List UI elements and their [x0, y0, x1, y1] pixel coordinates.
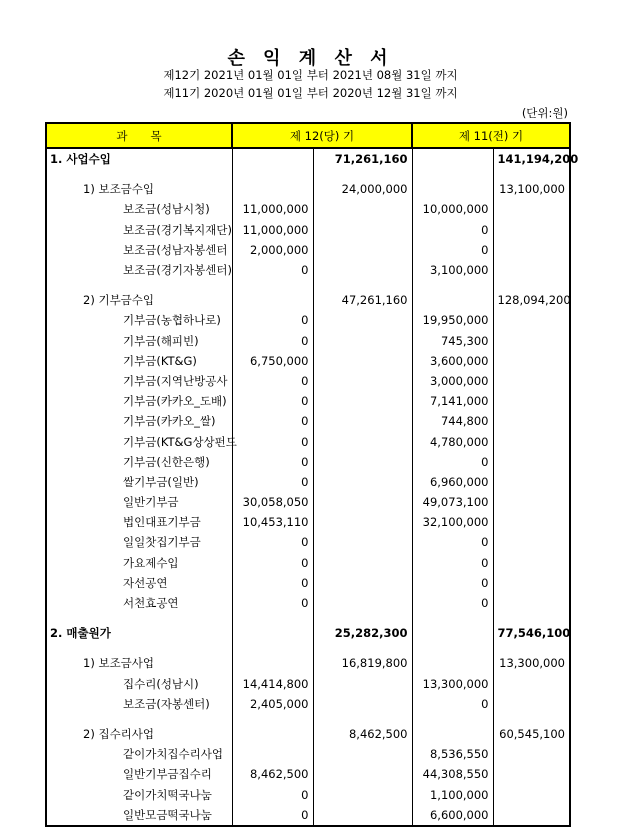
previous-detail-cell: 0 [412, 452, 493, 472]
table-body [46, 148, 579, 826]
spacer-row [46, 643, 570, 653]
spacer-cell [313, 714, 412, 724]
current-total-cell [313, 472, 412, 492]
previous-total-cell [493, 199, 570, 219]
document-title: 손 익 계 산 서 [227, 48, 394, 69]
spacer-row [46, 714, 570, 724]
previous-detail-cell [412, 290, 493, 310]
current-detail-cell: 30,058,050 [232, 492, 313, 512]
spacer-cell [232, 643, 313, 653]
table-row [46, 532, 570, 552]
unit-label: (단위:원) [521, 106, 568, 120]
current-detail-cell [232, 653, 313, 673]
current-detail-cell: 11,000,000 [232, 199, 313, 219]
previous-detail-cell: 0 [412, 532, 493, 552]
current-detail-cell: 0 [232, 391, 313, 411]
previous-total-cell [493, 411, 570, 431]
current-total-cell [313, 220, 412, 240]
current-detail-cell: 6,750,000 [232, 351, 313, 371]
table-row [46, 744, 570, 764]
previous-detail-cell: 13,300,000 [412, 674, 493, 694]
current-detail-cell: 10,453,110 [232, 512, 313, 532]
account-cell: 자선공연 [46, 573, 232, 593]
spacer-cell [313, 280, 412, 290]
current-total-cell [313, 784, 412, 804]
table-row [46, 492, 570, 512]
previous-detail-cell: 3,600,000 [412, 351, 493, 371]
table-row [46, 331, 570, 351]
spacer-row [46, 613, 570, 623]
spacer-cell [46, 169, 232, 179]
account-cell: 보조금(성남시청) [46, 199, 232, 219]
spacer-cell [46, 613, 232, 623]
previous-total-cell [493, 310, 570, 330]
table-row [46, 220, 570, 240]
table-row [46, 764, 570, 784]
table-row [46, 371, 570, 391]
previous-detail-cell: 32,100,000 [412, 512, 493, 532]
account-cell: 보조금(경기자봉센터) [46, 260, 232, 280]
previous-detail-cell: 3,000,000 [412, 371, 493, 391]
current-total-cell: 25,282,300 [313, 623, 412, 643]
previous-detail-cell [412, 623, 493, 643]
table-row [46, 240, 570, 260]
spacer-row [46, 280, 570, 290]
previous-detail-cell: 0 [412, 240, 493, 260]
current-detail-cell: 0 [232, 472, 313, 492]
spacer-cell [232, 613, 313, 623]
spacer-cell [412, 643, 493, 653]
account-cell: 기부금(카카오_도배) [46, 391, 232, 411]
previous-detail-cell [412, 179, 493, 199]
account-cell: 법인대표기부금 [46, 512, 232, 532]
account-cell: 일일찻집기부금 [46, 532, 232, 552]
table-row [46, 694, 570, 714]
previous-total-cell [493, 573, 570, 593]
previous-total-cell [493, 492, 570, 512]
account-cell: 보조금(자봉센터) [46, 694, 232, 714]
previous-total-cell: 13,100,000 [493, 179, 570, 199]
current-detail-cell [232, 724, 313, 744]
current-detail-cell: 2,000,000 [232, 240, 313, 260]
previous-detail-cell: 19,950,000 [412, 310, 493, 330]
current-total-cell [313, 553, 412, 573]
account-cell: 2) 집수리사업 [46, 724, 232, 744]
account-cell: 2) 기부금수입 [46, 290, 232, 310]
account-cell: 기부금(해피빈) [46, 331, 232, 351]
current-total-cell [313, 512, 412, 532]
previous-detail-cell: 4,780,000 [412, 431, 493, 451]
previous-total-cell [493, 331, 570, 351]
current-total-cell [313, 199, 412, 219]
previous-total-cell [493, 220, 570, 240]
current-total-cell: 47,261,160 [313, 290, 412, 310]
previous-total-cell [493, 593, 570, 613]
account-cell: 보조금(경기복지재단) [46, 220, 232, 240]
previous-total-cell [493, 351, 570, 371]
account-cell: 기부금(KT&G상상펀드 [46, 431, 232, 451]
current-detail-cell: 0 [232, 784, 313, 804]
spacer-cell [412, 169, 493, 179]
previous-detail-cell: 0 [412, 694, 493, 714]
table-row [46, 452, 570, 472]
previous-total-cell [493, 674, 570, 694]
previous-detail-cell: 0 [412, 220, 493, 240]
current-detail-cell: 0 [232, 573, 313, 593]
previous-detail-cell [412, 724, 493, 744]
current-total-cell [313, 492, 412, 512]
spacer-cell [493, 280, 570, 290]
previous-total-cell: 60,545,100 [493, 724, 570, 744]
previous-detail-cell: 744,800 [412, 411, 493, 431]
current-total-cell: 16,819,800 [313, 653, 412, 673]
previous-total-cell [493, 694, 570, 714]
header-previous-period: 제 11(전) 기 [412, 123, 570, 148]
current-total-cell [313, 331, 412, 351]
previous-detail-cell: 6,600,000 [412, 805, 493, 826]
table-row [46, 784, 570, 804]
current-detail-cell: 0 [232, 593, 313, 613]
previous-detail-cell: 0 [412, 553, 493, 573]
previous-total-cell [493, 452, 570, 472]
previous-detail-cell: 1,100,000 [412, 784, 493, 804]
current-total-cell [313, 744, 412, 764]
account-cell: 일반기부금집수리 [46, 764, 232, 784]
spacer-cell [493, 169, 570, 179]
previous-detail-cell: 745,300 [412, 331, 493, 351]
account-cell: 가요제수입 [46, 553, 232, 573]
table-row [46, 805, 570, 826]
account-cell: 1) 보조금수입 [46, 179, 232, 199]
current-detail-cell [232, 744, 313, 764]
current-total-cell [313, 260, 412, 280]
current-total-cell [313, 310, 412, 330]
current-total-cell [313, 452, 412, 472]
previous-detail-cell: 49,073,100 [412, 492, 493, 512]
table-row [46, 472, 570, 492]
table-row [46, 573, 570, 593]
current-detail-cell: 0 [232, 532, 313, 552]
subcategory-row [46, 653, 570, 673]
income-statement-table [45, 122, 579, 827]
previous-total-cell: 141,194,200 [493, 148, 570, 169]
previous-detail-cell: 8,536,550 [412, 744, 493, 764]
current-total-cell [313, 805, 412, 826]
current-total-cell [313, 431, 412, 451]
table-row [46, 512, 570, 532]
current-total-cell [313, 351, 412, 371]
table-row [46, 431, 570, 451]
current-total-cell: 24,000,000 [313, 179, 412, 199]
account-cell: 기부금(신한은행) [46, 452, 232, 472]
current-total-cell: 8,462,500 [313, 724, 412, 744]
header-account: 과 목 [46, 123, 232, 148]
spacer-cell [313, 643, 412, 653]
current-total-cell: 71,261,160 [313, 148, 412, 169]
account-cell: 집수리(성남시) [46, 674, 232, 694]
current-detail-cell: 0 [232, 411, 313, 431]
current-total-cell [313, 674, 412, 694]
category-row [46, 148, 570, 169]
current-detail-cell: 0 [232, 431, 313, 451]
header-row [46, 123, 570, 148]
previous-total-cell: 128,094,200 [493, 290, 570, 310]
previous-detail-cell: 44,308,550 [412, 764, 493, 784]
current-detail-cell [232, 148, 313, 169]
spacer-cell [493, 714, 570, 724]
subcategory-row [46, 724, 570, 744]
spacer-cell [493, 613, 570, 623]
previous-detail-cell [412, 653, 493, 673]
current-detail-cell: 2,405,000 [232, 694, 313, 714]
account-cell: 서천효공연 [46, 593, 232, 613]
previous-detail-cell: 3,100,000 [412, 260, 493, 280]
table-row [46, 593, 570, 613]
previous-total-cell [493, 240, 570, 260]
table-row [46, 310, 570, 330]
current-detail-cell: 0 [232, 452, 313, 472]
subcategory-row [46, 290, 570, 310]
current-detail-cell: 0 [232, 805, 313, 826]
table-row [46, 391, 570, 411]
previous-detail-cell: 7,141,000 [412, 391, 493, 411]
table-row [46, 351, 570, 371]
previous-total-cell [493, 805, 570, 826]
account-cell: 기부금(농협하나로) [46, 310, 232, 330]
current-total-cell [313, 593, 412, 613]
current-total-cell [313, 371, 412, 391]
previous-detail-cell: 10,000,000 [412, 199, 493, 219]
current-total-cell [313, 532, 412, 552]
current-detail-cell: 0 [232, 553, 313, 573]
previous-total-cell: 13,300,000 [493, 653, 570, 673]
spacer-cell [232, 280, 313, 290]
account-cell: 기부금(카카오_쌀) [46, 411, 232, 431]
previous-detail-cell: 6,960,000 [412, 472, 493, 492]
previous-total-cell [493, 391, 570, 411]
previous-total-cell [493, 744, 570, 764]
current-detail-cell: 14,414,800 [232, 674, 313, 694]
previous-total-cell [493, 260, 570, 280]
spacer-cell [46, 714, 232, 724]
account-cell: 같이가치집수리사업 [46, 744, 232, 764]
previous-total-cell [493, 371, 570, 391]
subcategory-row [46, 179, 570, 199]
previous-total-cell [493, 472, 570, 492]
current-detail-cell: 0 [232, 371, 313, 391]
account-cell: 같이가치떡국나눔 [46, 784, 232, 804]
spacer-cell [313, 613, 412, 623]
period-previous: 제11기 2020년 01월 01일 부터 2020년 12월 31일 까지 [163, 86, 458, 100]
previous-detail-cell [412, 148, 493, 169]
previous-total-cell: 77,546,100 [493, 623, 570, 643]
current-total-cell [313, 411, 412, 431]
spacer-row [46, 169, 570, 179]
current-detail-cell [232, 623, 313, 643]
previous-detail-cell: 0 [412, 593, 493, 613]
table-row [46, 553, 570, 573]
previous-total-cell [493, 532, 570, 552]
current-detail-cell: 0 [232, 310, 313, 330]
current-total-cell [313, 573, 412, 593]
previous-total-cell [493, 431, 570, 451]
spacer-cell [493, 643, 570, 653]
table-row [46, 674, 570, 694]
previous-total-cell [493, 553, 570, 573]
spacer-cell [412, 613, 493, 623]
account-cell: 기부금(KT&G) [46, 351, 232, 371]
category-row [46, 623, 570, 643]
current-total-cell [313, 764, 412, 784]
account-cell: 1) 보조금사업 [46, 653, 232, 673]
spacer-cell [313, 169, 412, 179]
previous-total-cell [493, 784, 570, 804]
table-row [46, 411, 570, 431]
account-cell: 쌀기부금(일반) [46, 472, 232, 492]
account-cell: 1. 사업수입 [46, 148, 232, 169]
spacer-cell [232, 169, 313, 179]
period-current: 제12기 2021년 01월 01일 부터 2021년 08월 31일 까지 [163, 68, 458, 82]
current-detail-cell [232, 290, 313, 310]
current-total-cell [313, 391, 412, 411]
table-row [46, 260, 570, 280]
header-current-period: 제 12(당) 기 [232, 123, 412, 148]
account-cell: 일반기부금 [46, 492, 232, 512]
spacer-cell [412, 714, 493, 724]
current-detail-cell: 8,462,500 [232, 764, 313, 784]
current-total-cell [313, 240, 412, 260]
account-cell: 일반모금떡국나눔 [46, 805, 232, 826]
current-detail-cell: 11,000,000 [232, 220, 313, 240]
current-detail-cell: 0 [232, 331, 313, 351]
previous-detail-cell: 0 [412, 573, 493, 593]
current-total-cell [313, 694, 412, 714]
spacer-cell [46, 280, 232, 290]
previous-total-cell [493, 764, 570, 784]
account-cell: 보조금(성남자봉센터 [46, 240, 232, 260]
spacer-cell [412, 280, 493, 290]
account-cell: 기부금(지역난방공사 [46, 371, 232, 391]
table-row [46, 199, 570, 219]
spacer-cell [46, 643, 232, 653]
previous-total-cell [493, 512, 570, 532]
current-detail-cell: 0 [232, 260, 313, 280]
spacer-cell [232, 714, 313, 724]
current-detail-cell [232, 179, 313, 199]
account-cell: 2. 매출원가 [46, 623, 232, 643]
